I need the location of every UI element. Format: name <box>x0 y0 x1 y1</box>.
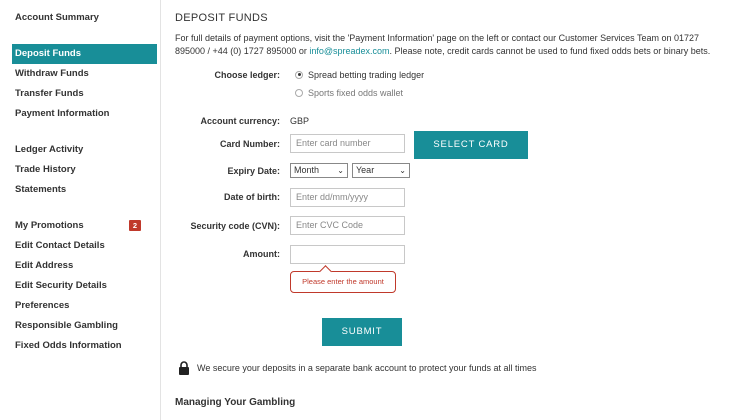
intro-text <box>175 32 725 57</box>
sidebar-item-my-promotions[interactable] <box>12 216 157 236</box>
sidebar-item-edit-contact-details[interactable]: Edit Contact Details <box>15 240 105 251</box>
chevron-down-icon: ⌄ <box>337 166 344 175</box>
amount-label: Amount: <box>243 249 280 259</box>
lock-icon <box>178 361 190 375</box>
chevron-down-icon: ⌄ <box>399 166 406 175</box>
sidebar-item-withdraw-funds[interactable]: Withdraw Funds <box>15 68 89 79</box>
card-number-label: Card Number: <box>219 139 280 149</box>
card-number-input[interactable]: Enter card number <box>290 134 405 153</box>
ledger-option-label: Spread betting trading ledger <box>308 70 425 80</box>
sidebar-item-deposit-funds[interactable]: Deposit Funds <box>12 44 157 64</box>
cvn-input[interactable]: Enter CVC Code <box>290 216 405 235</box>
sidebar-item-edit-address[interactable]: Edit Address <box>15 260 74 271</box>
ledger-option-label: Sports fixed odds wallet <box>308 88 404 98</box>
intro-text-start: For full details of payment options, visit the 'Payment Information' page on the left or contact our Customer Services Team on 01727 895000 / +44 (0) 1727 895000 or <box>175 33 700 56</box>
expiry-date-label: Expiry Date: <box>227 166 280 176</box>
dob-input[interactable]: Enter dd/mm/yyyy <box>290 188 405 207</box>
sidebar-item-edit-security-details[interactable]: Edit Security Details <box>15 280 107 291</box>
expiry-month-value: Month <box>294 165 320 175</box>
radio-selected[interactable] <box>295 71 303 79</box>
expiry-year-value: Year <box>356 165 375 175</box>
main-content <box>175 0 735 420</box>
sidebar-item-statements[interactable]: Statements <box>15 184 67 195</box>
promotions-count-badge: 2 <box>129 220 141 231</box>
sidebar-item-payment-information[interactable]: Payment Information <box>15 108 110 119</box>
expiry-month-select[interactable] <box>290 163 348 178</box>
sidebar-item-transfer-funds[interactable]: Transfer Funds <box>15 88 84 99</box>
amount-error-tooltip: Please enter the amount <box>290 271 396 293</box>
sidebar-item-account-summary[interactable]: Account Summary <box>15 12 99 23</box>
sidebar-item-fixed-odds-information[interactable]: Fixed Odds Information <box>15 340 122 351</box>
amount-input[interactable] <box>290 245 405 264</box>
currency-value: GBP <box>290 116 310 126</box>
select-card-button[interactable]: SELECT CARD <box>414 131 528 159</box>
sidebar-item-preferences[interactable]: Preferences <box>15 300 70 311</box>
sidebar-item-responsible-gambling[interactable]: Responsible Gambling <box>15 320 118 331</box>
currency-label: Account currency: <box>200 116 280 126</box>
sidebar-item-label: My Promotions <box>15 220 84 231</box>
intro-text-end: . Please note, credit cards cannot be used to fund fixed odds bets or binary bets. <box>389 45 711 56</box>
managing-gambling-heading: Managing Your Gambling <box>175 397 296 408</box>
ledger-option-fixed-odds[interactable] <box>295 88 403 98</box>
dob-label: Date of birth: <box>224 192 280 202</box>
expiry-year-select[interactable] <box>352 163 410 178</box>
sidebar-nav <box>0 0 161 420</box>
cvn-label: Security code (CVN): <box>190 221 280 231</box>
support-email-link[interactable]: info@spreadex.com <box>309 45 390 56</box>
ledger-option-spread-betting[interactable] <box>295 70 424 80</box>
sidebar-item-ledger-activity[interactable]: Ledger Activity <box>15 144 84 155</box>
ledger-label: Choose ledger: <box>214 70 280 80</box>
radio-unselected[interactable] <box>295 89 303 97</box>
sidebar-item-trade-history[interactable]: Trade History <box>15 164 76 175</box>
secure-deposits-text: We secure your deposits in a separate bank account to protect your funds at all times <box>197 363 537 373</box>
submit-button[interactable]: SUBMIT <box>322 318 402 346</box>
page-title: DEPOSIT FUNDS <box>175 12 268 24</box>
